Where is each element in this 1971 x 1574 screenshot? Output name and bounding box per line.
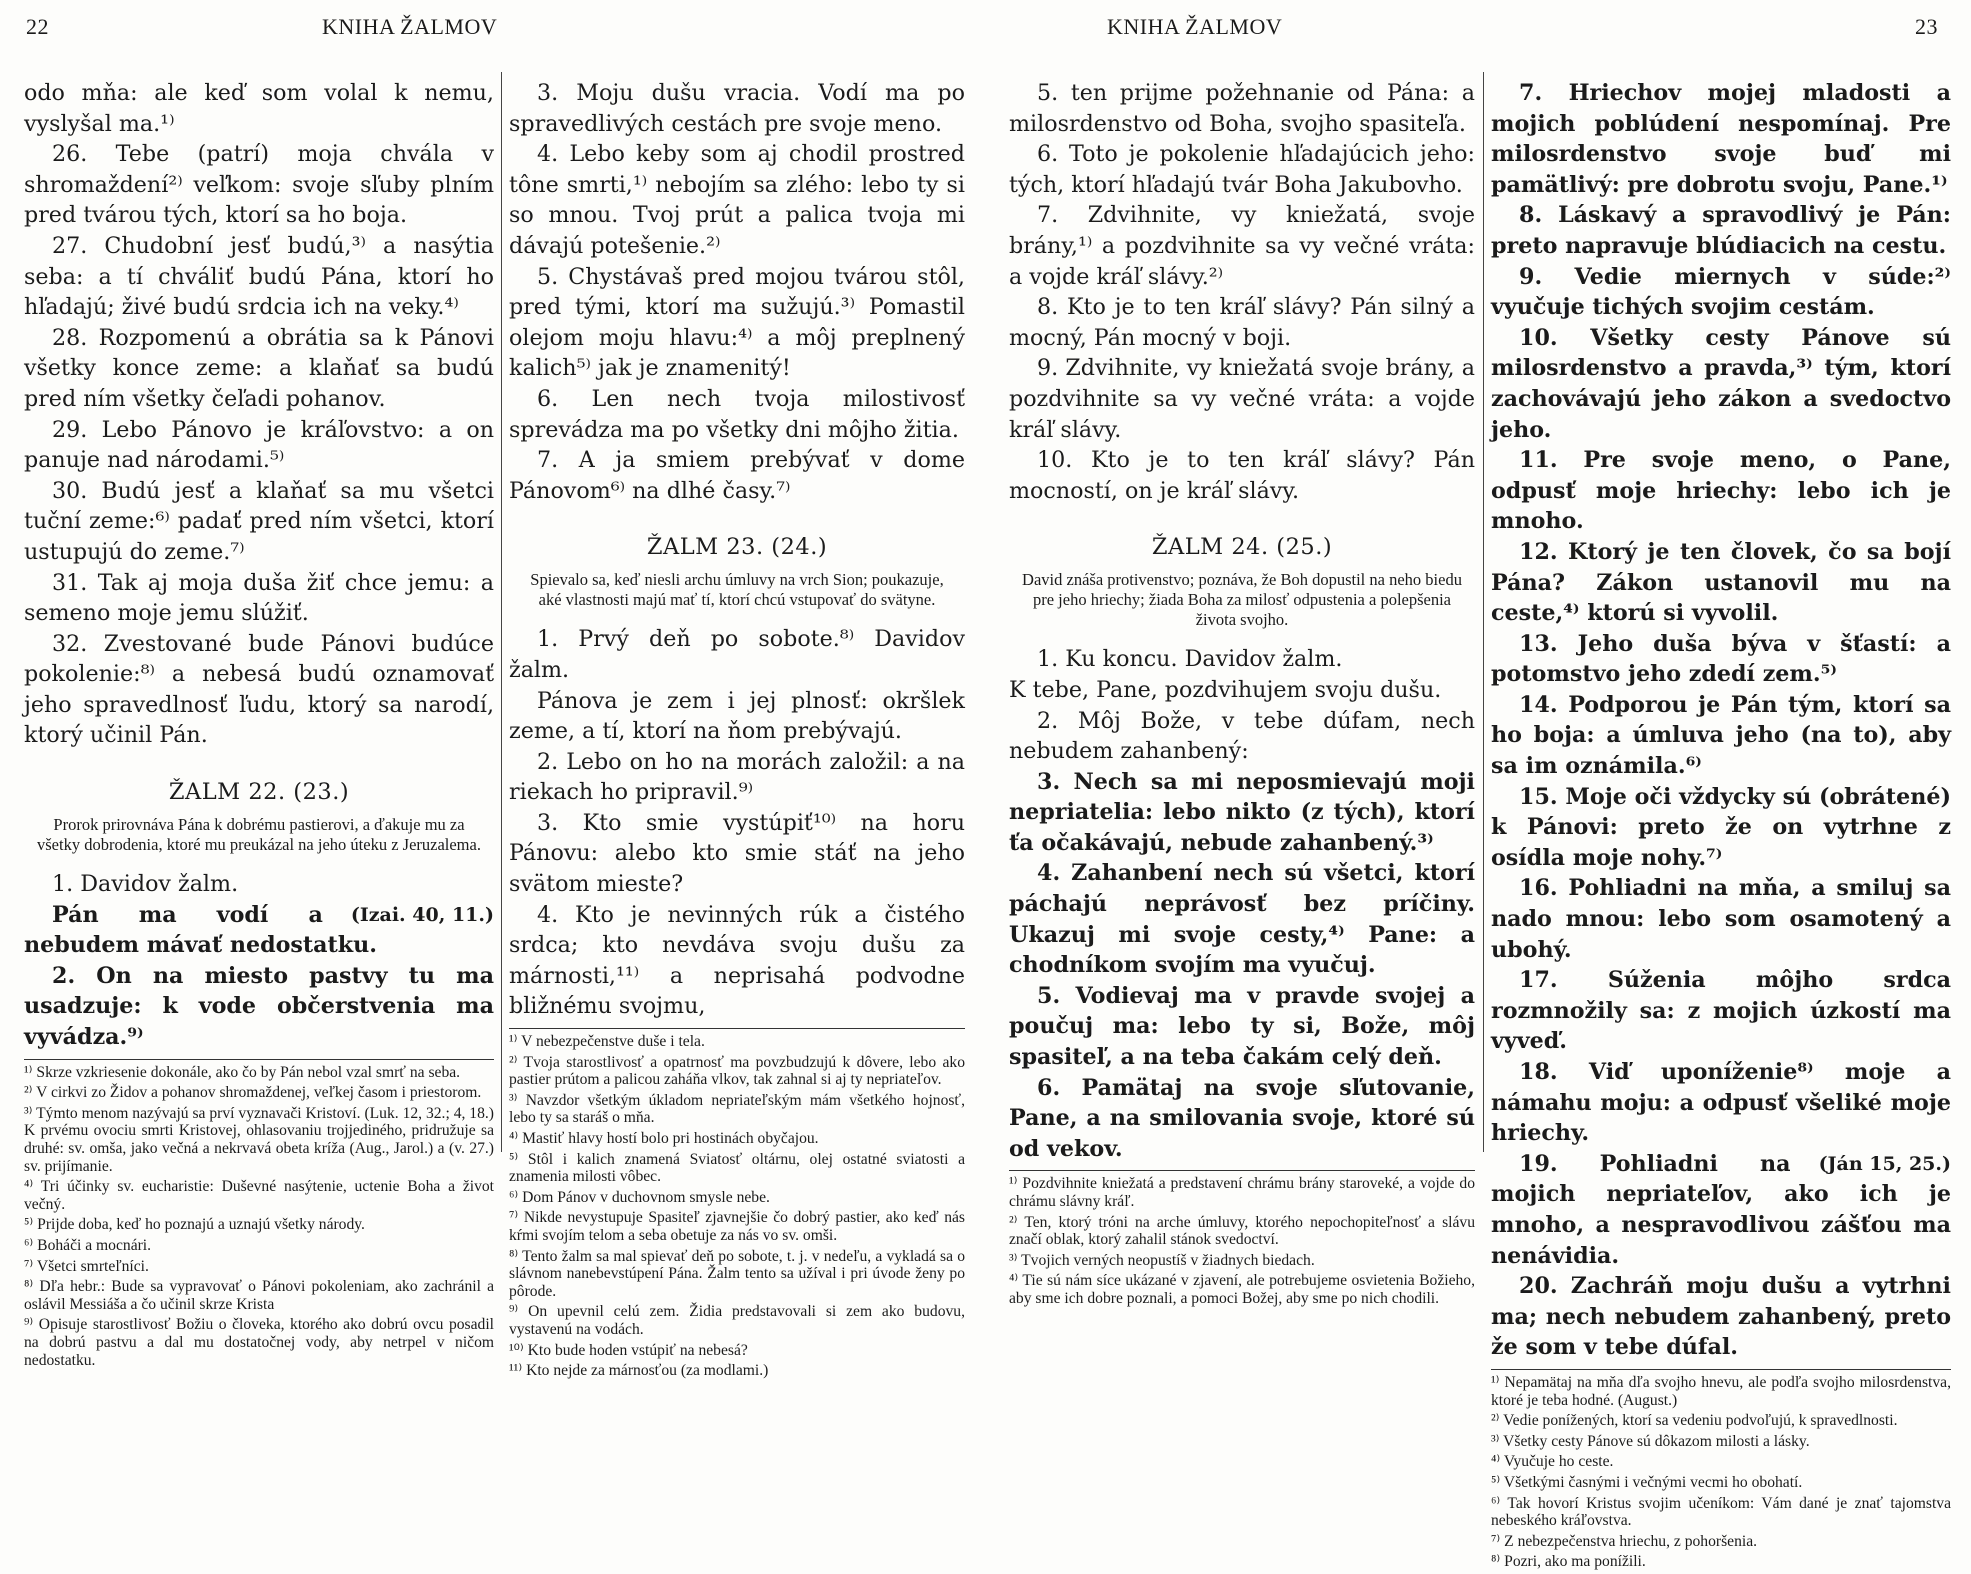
verse — [509, 808, 965, 900]
footnote: ³⁾ Navzdor všetkým úkladom nepriateľským mám všetkého hojnosť, lebo ty sa staráš o mňa. — [509, 1091, 965, 1127]
footnote: ⁶⁾ Boháči a mocnári. — [24, 1236, 152, 1254]
verse — [1009, 858, 1475, 980]
right-page-column-2 — [1491, 78, 1951, 1574]
verse-text: 29. Lebo Pánovo je kráľovstvo: a on panuje nad národami.⁵⁾ — [24, 416, 494, 474]
verse-text: 1. Davidov žalm. — [52, 871, 239, 898]
verse — [1491, 78, 1951, 200]
column-rule — [501, 72, 502, 1152]
verse — [1491, 690, 1951, 782]
verse-text: 6. Len nech tvoja milostivosť sprevádza ma po všetky dni môjho žitia. — [509, 385, 965, 443]
footnote: ⁸⁾ Dľa hebr.: Bude sa vypravovať o Pánovi pokoleniam, ako zachránil a oslávil Messiáša a čo učinil skrze Krista — [24, 1278, 494, 1313]
footnote: ²⁾ Tvoja starostlivosť a opatrnosť ma povzbudzujú k dôvere, lebo ako pastier prútom a palicou zaháňa vlkov, tak zahnal si aj ty nepriateľov. — [509, 1053, 965, 1089]
verse — [509, 384, 965, 445]
verse — [24, 139, 494, 231]
footnote: ⁵⁾ Všetkými časnými i večnými vecmi ho obohatí. — [1491, 1473, 1803, 1491]
footnote: ²⁾ Ten, ktorý tróni na arche úmluvy, ktorého nepochopiteľnosť a slávu značí oblak, ktorý zahalil stánok svedoctví. — [1009, 1213, 1475, 1249]
verse-text: 15. Moje oči vždycky sú (obrátené) k Pánovi: preto že on vytrhne z osídla moje nohy.⁷⁾ — [1491, 783, 1951, 871]
footnote: ⁴⁾ Tie sú nám síce ukázané v zjavení, ale potrebujeme osvietenia Božieho, aby sme ich dobre poznali, a pomoci Božej, aby sme po nich chodili. — [1009, 1272, 1475, 1307]
footnote: ⁴⁾ Vyučuje ho ceste. — [1491, 1453, 1614, 1471]
verse-text: 26. Tebe (patrí) moja chvála v shromaždení²⁾ veľkom: svoje sľuby plním pred tvárou tých, ktorí sa ho boja. — [24, 141, 494, 229]
footnote: ⁷⁾ Z nebezpečenstva hriechu, z pohoršenia. — [1491, 1532, 1758, 1550]
verse — [509, 262, 965, 384]
verse-text: 20. Zachráň moju dušu a vytrhni ma; nech nebudem zahanbený, preto že som v tebe dúfal. — [1491, 1273, 1951, 1361]
verse — [1009, 445, 1475, 506]
verse — [1009, 767, 1475, 859]
left-page — [0, 0, 985, 1500]
verse — [1009, 78, 1475, 139]
verse-text: Pánova je zem i jej plnosť: okršlek zeme, a tí, ktorí na ňom prebývajú. — [509, 687, 965, 745]
page-number-left: 22 — [26, 14, 49, 39]
footnote: ⁵⁾ Prijde doba, keď ho poznajú a uznajú všetky národy. — [24, 1216, 365, 1234]
verse-text: 10. Kto je to ten kráľ slávy? Pán mocností, on je kráľ slávy. — [1009, 447, 1475, 504]
verse-text: 28. Rozpomenú a obrátia sa k Pánovi všetky konce zeme: a klaňať sa budú pred ním všetky čeľadi pohanov. — [24, 324, 494, 412]
verse-text: K tebe, Pane, pozdvihujem svoju dušu. — [1009, 676, 1442, 703]
verse — [1491, 1271, 1951, 1363]
footnote: ⁹⁾ Opisuje starostlivosť Božiu o človeka, ktorého ako dobrú ovcu posadil na dobrú pastvu a dal mu dostatočnej vody, aby netrpel v ničom nedostatku. — [24, 1316, 494, 1369]
verse-text: 2. On na miesto pastvy tu ma usadzuje: k vode občerstvenia ma vyvádza.⁹⁾ — [24, 962, 494, 1051]
verse-text: 5. Chystávaš pred mojou tvárou stôl, pred tými, ktorí ma sužujú.³⁾ Pomastil olejom moju hlavu:⁴⁾ a môj preplnený kalich⁵⁾ jak je znamenitý! — [509, 263, 965, 382]
verse-text: 10. Všetky cesty Pánove sú milosrdenstvo a pravda,³⁾ tým, ktorí zachovávajú jeho zákon a svedoctvo jeho. — [1491, 324, 1951, 443]
footnote: ⁸⁾ Pozri, ako ma ponížili. — [1491, 1553, 1646, 1571]
footnote: ⁷⁾ Všetci smrteľníci. — [24, 1257, 149, 1275]
psalm-summary: Spievalo sa, keď niesli archu úmluvy na vrch Sion; poukazuje, aké vlastnosti majú mať tí, ktorí chcú vstupovať do svätyne. — [530, 570, 944, 610]
footnote: ⁹⁾ On upevnil celú zem. Židia predstavovali si zem ako budovu, vystavenú na vodách. — [509, 1303, 965, 1338]
verse-text: 30. Budú jesť a klaňať sa mu všetci tuční zeme:⁶⁾ padať pred ním všetci, ktorí ustupujú do zeme.⁷⁾ — [24, 477, 494, 565]
psalm-heading: ŽALM 24. (25.) — [1151, 534, 1333, 561]
verse-text: odo mňa: ale keď som volal k nemu, vyslyšal ma.¹⁾ — [24, 80, 494, 137]
verse-text: 1. Ku koncu. Davidov žalm. — [1037, 646, 1343, 673]
footnote: ¹⁾ Skrze vzkriesenie dokonále, ako čo by Pán nebol vzal smrť na seba. — [24, 1063, 461, 1081]
verse — [1491, 262, 1951, 323]
footnote: ¹⁾ Nepamätaj na mňa dľa svojho hnevu, ale podľa svojho milosrdenstva, ktoré je teba hodné. (August.) — [1491, 1373, 1951, 1409]
running-head-left: KNIHA ŽALMOV — [322, 14, 498, 39]
verse — [24, 568, 494, 629]
verse-text: 12. Ktorý je ten človek, čo sa bojí Pána? Zákon ustanovil mu na ceste,⁴⁾ ktorú si vyvolil. — [1491, 538, 1951, 627]
footnote: ³⁾ Tvojich verných neopustíš v žiadnych biedach. — [1009, 1251, 1315, 1269]
verse — [509, 900, 965, 1022]
footnote: ¹⁾ Pozdvihnite kniežatá a predstavení chrámu brány staroveké, a vojde do chrámu slávny kráľ. — [1009, 1175, 1475, 1210]
verse-text: 16. Pohliadni na mňa, a smiluj sa nado mnou: lebo som osamotený a ubohý. — [1491, 875, 1951, 963]
verse-text: 9. Vedie miernych v súde:²⁾ vyučuje tichých svojim cestám. — [1491, 263, 1951, 321]
verse — [1491, 537, 1951, 629]
verse — [509, 139, 965, 261]
verse — [1491, 965, 1951, 1057]
verse-text: 9. Zdvihnite, vy kniežatá svoje brány, a pozdvihnite sa vy večné vráta: a vojde kráľ slávy. — [1009, 355, 1475, 443]
verse — [1491, 1149, 1951, 1271]
left-page-column-1 — [24, 78, 494, 1372]
verse — [1009, 200, 1475, 292]
verse — [24, 78, 494, 139]
footnote: ⁶⁾ Tak hovorí Kristus svojim učeníkom: Vám dané je znať tajomstva nebeského kráľovstva. — [1491, 1494, 1951, 1530]
footnote: ⁴⁾ Mastiť hlavy hostí bolo pri hostinách obyčajou. — [509, 1130, 819, 1147]
footnote: ²⁾ V cirkvi zo Židov a pohanov shromaždenej, veľkej časom i priestorom. — [24, 1084, 482, 1102]
verse — [24, 476, 494, 568]
verse — [1491, 200, 1951, 261]
verse-text: 3. Moju dušu vracia. Vodí ma po spravedlivých cestách pre svoje meno. — [509, 80, 965, 137]
column-rule — [1483, 72, 1484, 1152]
verse-text: 3. Nech sa mi neposmievajú moji nepriatelia: lebo nikto (z tých), ktorí ťa očakávajú, nebude zahanbený.³⁾ — [1009, 768, 1475, 856]
psalm-heading: ŽALM 22. (23.) — [168, 779, 350, 806]
psalm-heading: ŽALM 23. (24.) — [646, 534, 828, 561]
verse — [24, 869, 494, 900]
verse-text: 8. Kto je to ten kráľ slávy? Pán silný a mocný, Pán mocný v boji. — [1009, 294, 1475, 351]
verse — [24, 415, 494, 476]
footnote: ³⁾ Týmto menom nazývajú sa prví vyznavači Kristoví. (Luk. 12, 32.; 4, 18.) K prvému ovociu smrti Kristovej, ohlasovaniu trojjediného, pridružuje sa druhé: sv. omša, jako večná a nekrvavá obeta kríža (Aug., Jarol.) a (v. 27.) sv. prijímanie. — [24, 1104, 494, 1175]
footnote-rule — [509, 1028, 965, 1029]
verse-text: 32. Zvestované bude Pánovi budúce pokolenie:⁸⁾ a nebesá budú oznamovať jeho spravedlnosť ľudu, ktorý sa narodí, ktorý učinil Pán. — [24, 630, 494, 749]
verse-text: 7. A ja smiem prebývať v dome Pánovom⁶⁾ na dlhé časy.⁷⁾ — [509, 447, 965, 504]
verse — [24, 629, 494, 751]
left-page-column-2 — [509, 78, 965, 1383]
verse-text: 14. Podporou je Pán tým, ktorí sa ho boja: a úmluva jeho (na to), aby sa im oznámila.⁶⁾ — [1491, 691, 1951, 780]
verse — [1009, 292, 1475, 353]
footnote: ³⁾ Všetky cesty Pánove sú dôkazom milosti a lásky. — [1491, 1432, 1810, 1450]
verse-text: 13. Jeho duša býva v šťastí: a potomstvo jeho zdedí zem.⁵⁾ — [1491, 630, 1951, 688]
verse-text: 4. Zahanbení nech sú všetci, ktorí páchajú neprávosť bez príčiny. Ukazuj mi svoje cesty,⁴⁾ Pane: a chodníkom svojím ma vyučuj. — [1009, 860, 1475, 979]
verse-text: 1. Prvý deň po sobote.⁸⁾ Davidov žalm. — [509, 626, 965, 683]
verse-text: 19. Pohliadni na mojich nepriateľov, ako ich je mnoho, a nespravodlivou zášťou ma nenávidia. — [1491, 1150, 1951, 1269]
verse-text: 8. Láskavý a spravodlivý je Pán: preto napravuje blúdiacich na cestu. — [1491, 202, 1951, 259]
verse — [1491, 782, 1951, 874]
verse — [1491, 445, 1951, 537]
right-page — [985, 0, 1971, 1571]
footnote: ¹⁰⁾ Kto bude hoden vstúpiť na nebesá? — [509, 1341, 748, 1359]
verse-text: 4. Lebo keby som aj chodil prostred tône smrti,¹⁾ nebojím sa zlého: lebo ty si so mnou. Tvoj prút a palica tvoja mi dávajú potešenie.²⁾ — [509, 141, 965, 259]
verse — [509, 445, 965, 506]
footnote: ¹¹⁾ Kto nejde za márnosťou (za modlami.) — [509, 1362, 769, 1380]
verse — [1009, 706, 1475, 767]
footnote-rule — [24, 1059, 494, 1060]
verse — [509, 624, 965, 685]
verse-text: 5. Vodievaj ma v pravde svojej a poučuj ma: lebo ty si, Bože, môj spasiteľ, a na teba čakám celý deň. — [1009, 982, 1475, 1071]
verse — [1009, 675, 1475, 706]
verse-text: 7. Hriechov mojej mladosti a mojich poblúdení nespomínaj. Pre milosrdenstvo svoje buď mi pamätlivý: pre dobrotu svoju, Pane.¹⁾ — [1491, 80, 1951, 198]
verse-text: 3. Kto smie vystúpiť¹⁰⁾ na horu Pánovu: alebo kto smie stáť na jeho svätom mieste? — [509, 809, 965, 898]
verse-text: Pán ma vodí a nebudem mávať nedostatku. — [24, 901, 377, 959]
verse-text: 17. Súženia môjho srdca rozmnožily sa: z mojich úzkostí ma vyveď. — [1491, 967, 1951, 1055]
verse-text: 2. Lebo on ho na morách založil: a na riekach ho pripravil.⁹⁾ — [509, 748, 965, 806]
verse-text: 18. Viď uponíženie⁸⁾ moje a námahu moju: a odpusť všeliké moje hriechy. — [1491, 1059, 1951, 1147]
verse — [1009, 353, 1475, 445]
verse-text: 7. Zdvihnite, vy kniežatá, svoje brány,¹⁾ a pozdvihnite sa vy večné vráta: a vojde kráľ slávy.²⁾ — [1009, 202, 1475, 290]
verse — [1009, 981, 1475, 1073]
verse-text: 4. Kto je nevinných rúk a čistého srdca; kto nevdáva svoju dušu za márnosti,¹¹⁾ a neprisahá podvodne bližnému svojmu, — [509, 901, 965, 1020]
footnote: ⁶⁾ Dom Pánov v duchovnom smysle nebe. — [509, 1188, 770, 1206]
verse — [509, 78, 965, 139]
verse-text: 2. Môj Bože, v tebe dúfam, nech nebudem zahanbený: — [1009, 707, 1475, 765]
verse — [24, 323, 494, 415]
scripture-reference: (Ján 15, 25.) — [1818, 1152, 1951, 1175]
scripture-reference: (Izai. 40, 11.) — [350, 903, 494, 926]
footnote-rule — [1009, 1170, 1475, 1171]
footnote: ⁴⁾ Tri účinky sv. eucharistie: Duševné nasýtenie, uctenie Boha a život večný. — [24, 1178, 494, 1213]
psalm-summary: Prorok prirovnáva Pána k dobrému pastierovi, a ďakuje mu za všetky dobrodenia, ktoré mu preukázal na jeho úteku z Jeruzalema. — [37, 815, 481, 855]
verse — [1491, 1057, 1951, 1149]
verse-text: 31. Tak aj moja duša žiť chce jemu: a semeno moje jemu slúžiť. — [24, 569, 494, 627]
verse — [1009, 644, 1475, 675]
verse — [24, 231, 494, 323]
verse — [1491, 323, 1951, 445]
running-head-right: KNIHA ŽALMOV — [1107, 14, 1283, 39]
verse — [24, 961, 494, 1053]
footnote: ⁸⁾ Tento žalm sa mal spievať deň po sobote, t. j. v nedeľu, a vykladá sa o slávnom nanebevstúpení Pána. Žalm tento sa užíval i pri úvode ženy po pôrode. — [509, 1247, 965, 1300]
verse — [1009, 1073, 1475, 1165]
right-page-column-1 — [1009, 78, 1475, 1311]
verse — [24, 900, 494, 961]
verse-text: 6. Toto je pokolenie hľadajúcich jeho: tých, ktorí hľadajú tvár Boha Jakubovho. — [1009, 141, 1475, 198]
page-number-right: 23 — [1915, 14, 1938, 39]
verse-text: 5. ten prijme požehnanie od Pána: a milosrdenstvo od Boha, svojho spasiteľa. — [1009, 80, 1475, 137]
verse-text: 6. Pamätaj na svoje sľutovanie, Pane, a na smilovania svoje, ktoré sú od vekov. — [1009, 1074, 1475, 1162]
psalm-summary: David znáša protivenstvo; poznáva, že Boh dopustil na neho biedu pre jeho hriechy; žiada Boha za milosť odpustenia a polepšenia života svojho. — [1022, 570, 1462, 630]
verse — [1009, 139, 1475, 200]
footnote: ⁷⁾ Nikde nevystupuje Spasiteľ zjavnejšie čo dobrý pastier, ako keď nás kŕmi svojím telom a seba obetuje za nás vo sv. omši. — [509, 1209, 965, 1244]
verse — [1491, 873, 1951, 965]
footnote: ⁵⁾ Stôl i kalich znamená Sviatosť oltárnu, olej ostatné sviatosti a znamenia milosti vôbec. — [509, 1150, 965, 1186]
footnote: ²⁾ Vedie ponížených, ktorí sa vedeniu podvoľujú, k spravedlnosti. — [1491, 1412, 1898, 1430]
verse-text: 11. Pre svoje meno, o Pane, odpusť moje hriechy: lebo ich je mnoho. — [1491, 447, 1951, 535]
verse — [509, 747, 965, 808]
verse — [1491, 629, 1951, 690]
verse — [509, 686, 965, 747]
footnote-rule — [1491, 1369, 1951, 1370]
verse-text: 27. Chudobní jesť budú,³⁾ a nasýtia seba: a tí chváliť budú Pána, ktorí ho hľadajú; živé budú srdcia ich na veky.⁴⁾ — [24, 232, 494, 321]
footnote: ¹⁾ V nebezpečenstve duše i tela. — [509, 1033, 705, 1051]
